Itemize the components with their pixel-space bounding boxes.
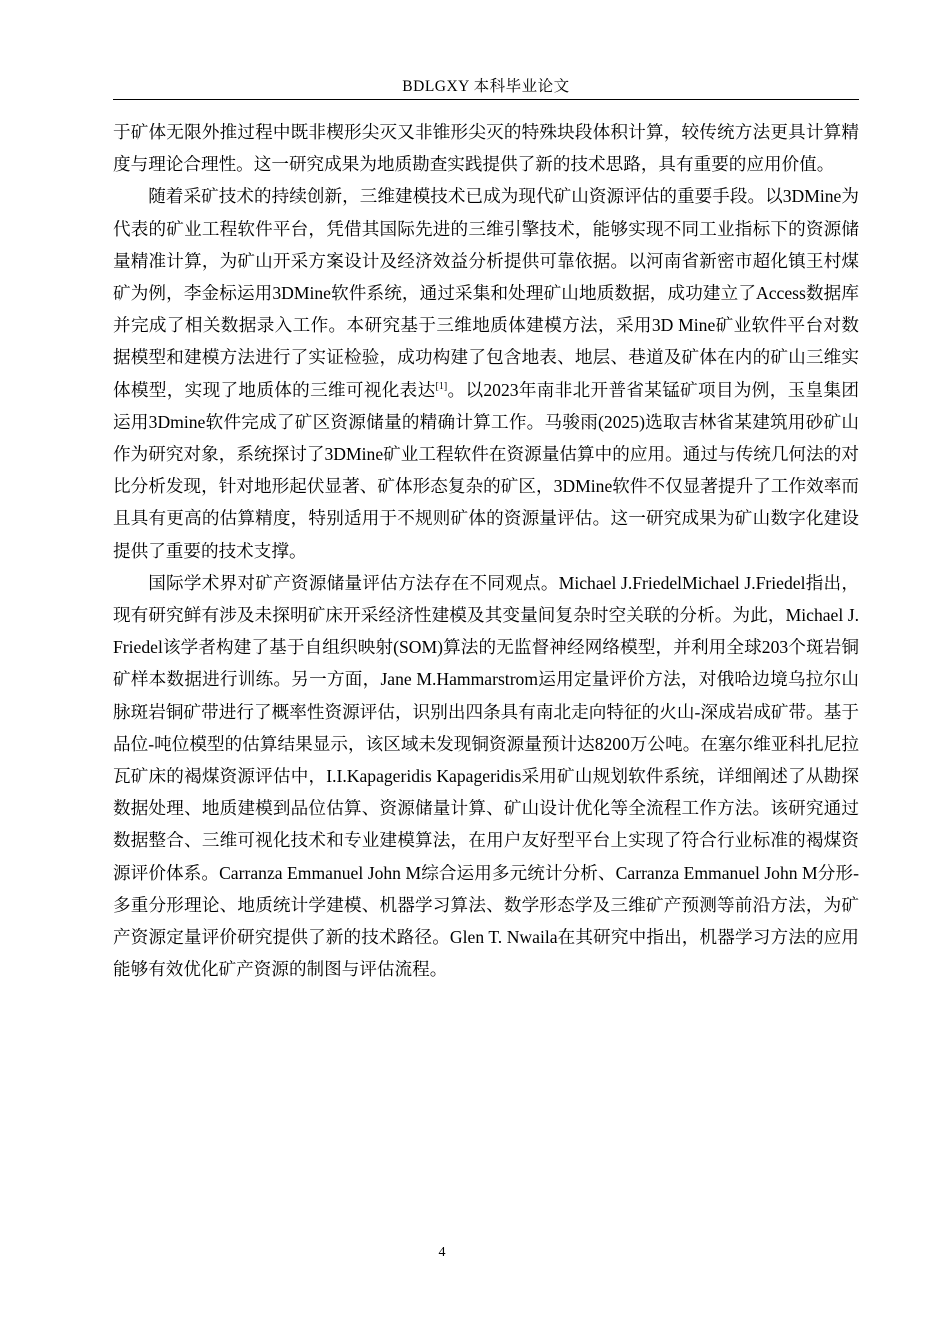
running-header: BDLGXY 本科毕业论文 xyxy=(402,78,570,95)
page-number: 4 xyxy=(438,1245,446,1260)
paragraph-continuation: 于矿体无限外推过程中既非楔形尖灭又非锥形尖灭的特殊块段体积计算，较传统方法更具计算精度与理论合理性。这一研究成果为地质勘查实践提供了新的技术思路，具有重要的应用价值。 xyxy=(113,122,859,175)
paragraph-3d-modeling xyxy=(113,180,859,566)
paragraph-international-research: 国际学术界对矿产资源储量评估方法存在不同观点。Michael J.FriedelMichael J.Friedel指出，现有研究鲜有涉及未探明矿床开采经济性建模及其变量间复杂时空关联的分析。为此，Michael J.Friedel该学者构建了基于自组织映射(SOM)算法的无监督神经网络模型，并利用全球203个斑岩铜矿样本数据进行训练。另一方面，Jane M.Hammarstrom运用定量评价方法，对俄哈边境乌拉尔山脉斑岩铜矿带进行了概率性资源评估，识别出四条具有南北走向特征的火山-深成岩成矿带。基于品位-吨位模型的估算结果显示，该区域未发现铜资源量预计达8200万公吨。在塞尔维亚科扎尼拉瓦矿床的褐煤资源评估中，I.I.Kapageridis Kapageridis采用矿山规划软件系统，详细阐述了从勘探数据处理、地质建模到品位估算、资源储量计算、矿山设计优化等全流程工作方法。该研究通过数据整合、三维可视化技术和专业建模算法，在用户友好型平台上实现了符合行业标准的褐煤资源评价体系。Carranza Emmanuel John M综合运用多元统计分析、Carranza Emmanuel John M分形-多重分形理论、地质统计学建模、机器学习算法、数学形态学及三维矿产预测等前沿方法，为矿产资源定量评价研究提供了新的技术路径。Glen T. Nwaila在其研究中指出，机器学习方法的应用能够有效优化矿产资源的制图与评估流程。 xyxy=(113,572,859,980)
body-text xyxy=(113,116,859,985)
paragraph-text: 。以2023年南非北开普省某锰矿项目为例，玉皇集团运用3Dmine软件完成了矿区资源储量的精确计算工作。马骏雨(2025)选取吉林省某建筑用砂矿山作为研究对象，系统探讨了3DMine矿业工程软件在资源量估算中的应用。通过与传统几何法的对比分析发现，针对地形起伏显著、矿体形态复杂的矿区，3DMine软件不仅显著提升了工作效率而且具有更高的估算精度，特别适用于不规则矿体的资源量评估。这一研究成果为矿山数字化建设提供了重要的技术支撑。 xyxy=(113,379,859,561)
header-rule xyxy=(113,99,859,100)
paragraph-text: 随着采矿技术的持续创新，三维建模技术已成为现代矿山资源评估的重要手段。以3DMine为代表的矿业工程软件平台，凭借其国际先进的三维引擎技术，能够实现不同工业指标下的资源储量精准计算，为矿山开采方案设计及经济效益分析提供可靠依据。以河南省新密市超化镇王村煤矿为例，李金标运用3DMine软件系统，通过采集和处理矿山地质数据，成功建立了Access数据库并完成了相关数据录入工作。本研究基于三维地质体建模方法，采用3D Mine矿业软件平台对数据模型和建模方法进行了实证检验，成功构建了包含地表、地层、巷道及矿体在内的矿山三维实体模型，实现了地质体的三维可视化表达 xyxy=(113,186,859,400)
citation-reference[interactable]: [1] xyxy=(435,380,448,392)
